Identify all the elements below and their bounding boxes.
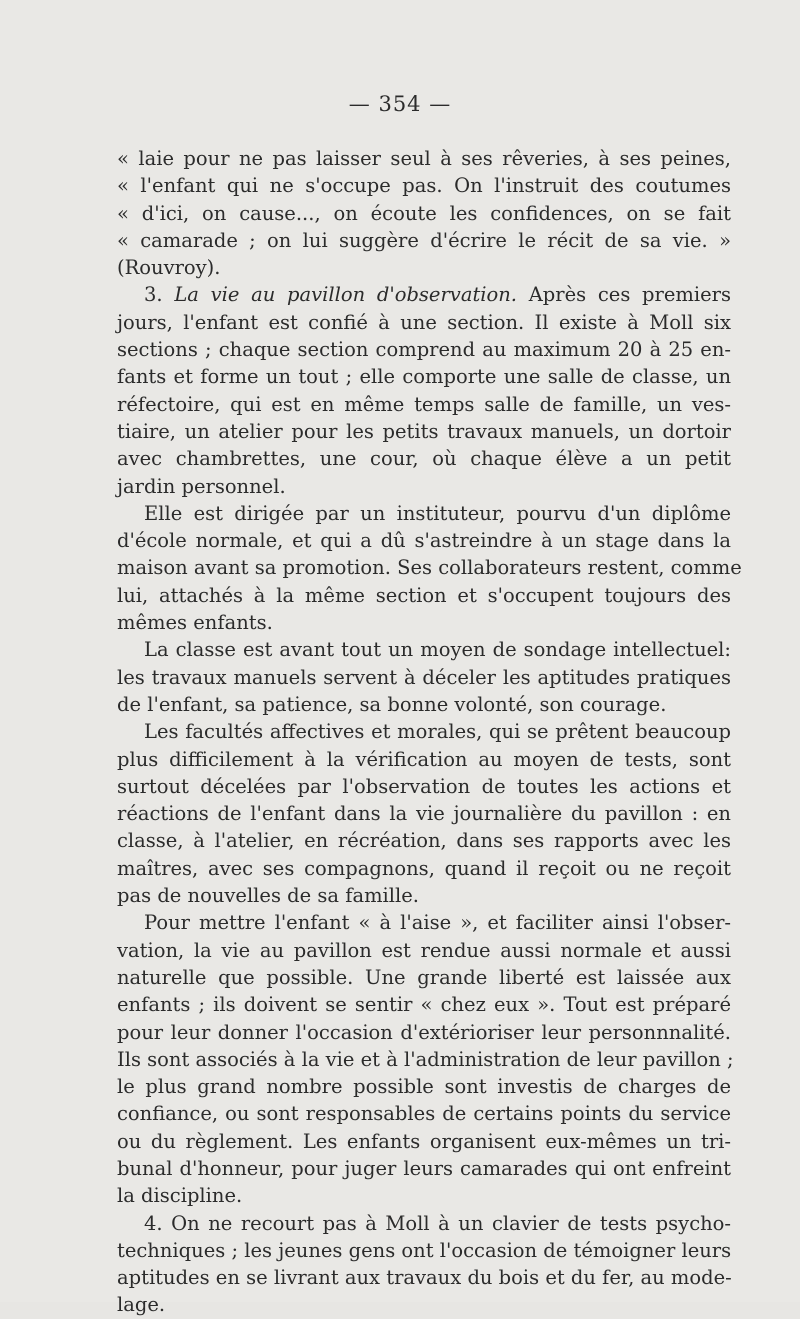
text-line: ou du règlement. Les enfants organisent eux-mêmes un tri- <box>117 1129 731 1153</box>
text-line: la discipline. <box>117 1184 243 1208</box>
text-line: de l'enfant, sa patience, sa bonne volonté, son courage. <box>117 692 667 716</box>
text-line: 4. On ne recourt pas à Moll à un clavier de tests psycho- <box>144 1211 731 1235</box>
text-line: confiance, ou sont responsables de certains points du service <box>117 1102 731 1126</box>
text-line: le plus grand nombre possible sont investis de charges de <box>117 1075 731 1099</box>
text-line: bunal d'honneur, pour juger leurs camarades qui ont enfreint <box>117 1156 731 1180</box>
text-line <box>117 281 731 308</box>
body-text <box>117 145 742 1319</box>
text-line: surtout décelées par l'observation de toutes les actions et <box>117 774 731 798</box>
text-line: lui, attachés à la même section et s'occupent toujours des <box>117 583 731 607</box>
text-line: fants et forme un tout ; elle comporte une salle de classe, un <box>117 365 731 389</box>
text-line: lage. <box>117 1293 166 1317</box>
text-line: La classe est avant tout un moyen de sondage intellectuel: <box>144 638 731 662</box>
text-line: « l'enfant qui ne s'occupe pas. On l'instruit des coutumes <box>117 174 731 198</box>
text-line: « d'ici, on cause..., on écoute les confidences, on se fait <box>117 201 731 225</box>
text-line: aptitudes en se livrant aux travaux du bois et du fer, au mode- <box>117 1266 732 1290</box>
text-line: maison avant sa promotion. Ses collaborateurs restent, comme <box>117 556 742 580</box>
section-heading: La vie au pavillon d'observation. <box>174 283 518 307</box>
item-number: 3. <box>144 283 175 307</box>
text-line: (Rouvroy). <box>117 256 221 280</box>
text-line: les travaux manuels servent à déceler les aptitudes pratiques <box>117 665 731 689</box>
text-line: naturelle que possible. Une grande liberté est laissée aux <box>117 965 731 989</box>
text-line: Pour mettre l'enfant « à l'aise », et faciliter ainsi l'obser- <box>144 911 731 935</box>
text-line: d'école normale, et qui a dû s'astreindre à un stage dans la <box>117 529 731 553</box>
text-line: Elle est dirigée par un instituteur, pourvu d'un diplôme <box>144 501 731 525</box>
text-line: « camarade ; on lui suggère d'écrire le récit de sa vie. » <box>117 228 731 252</box>
text-line: réfectoire, qui est en même temps salle de famille, un ves- <box>117 392 731 416</box>
text-line: plus difficilement à la vérification au moyen de tests, sont <box>117 747 731 771</box>
text-line: pas de nouvelles de sa famille. <box>117 884 420 908</box>
text-line: avec chambrettes, une cour, où chaque élève a un petit <box>117 447 731 471</box>
text-line: enfants ; ils doivent se sentir « chez eux ». Tout est préparé <box>117 993 731 1017</box>
page-number: — 354 — <box>348 92 452 116</box>
text-line: classe, à l'atelier, en récréation, dans ses rapports avec les <box>117 829 731 853</box>
text-line: tiaire, un atelier pour les petits travaux manuels, un dortoir <box>117 419 731 443</box>
text-line: Ils sont associés à la vie et à l'administration de leur pavillon ; <box>117 1047 734 1071</box>
text-line: maîtres, avec ses compagnons, quand il reçoit ou ne reçoit <box>117 856 731 880</box>
text-line: Les facultés affectives et morales, qui se prêtent beaucoup <box>144 720 731 744</box>
text-line: sections ; chaque section comprend au maximum 20 à 25 en- <box>117 338 731 362</box>
text-line: jours, l'enfant est confié à une section. Il existe à Moll six <box>117 310 731 334</box>
text-line: jardin personnel. <box>117 474 286 498</box>
line-text: Après ces premiers <box>517 283 731 307</box>
text-line: pour leur donner l'occasion d'extérioriser leur personnnalité. <box>117 1020 731 1044</box>
text-line: mêmes enfants. <box>117 611 273 635</box>
text-line: vation, la vie au pavillon est rendue aussi normale et aussi <box>117 938 731 962</box>
text-line: « laie pour ne pas laisser seul à ses rêveries, à ses peines, <box>117 147 731 170</box>
text-line: techniques ; les jeunes gens ont l'occasion de témoigner leurs <box>117 1238 732 1262</box>
text-line: réactions de l'enfant dans la vie journalière du pavillon : en <box>117 802 731 826</box>
